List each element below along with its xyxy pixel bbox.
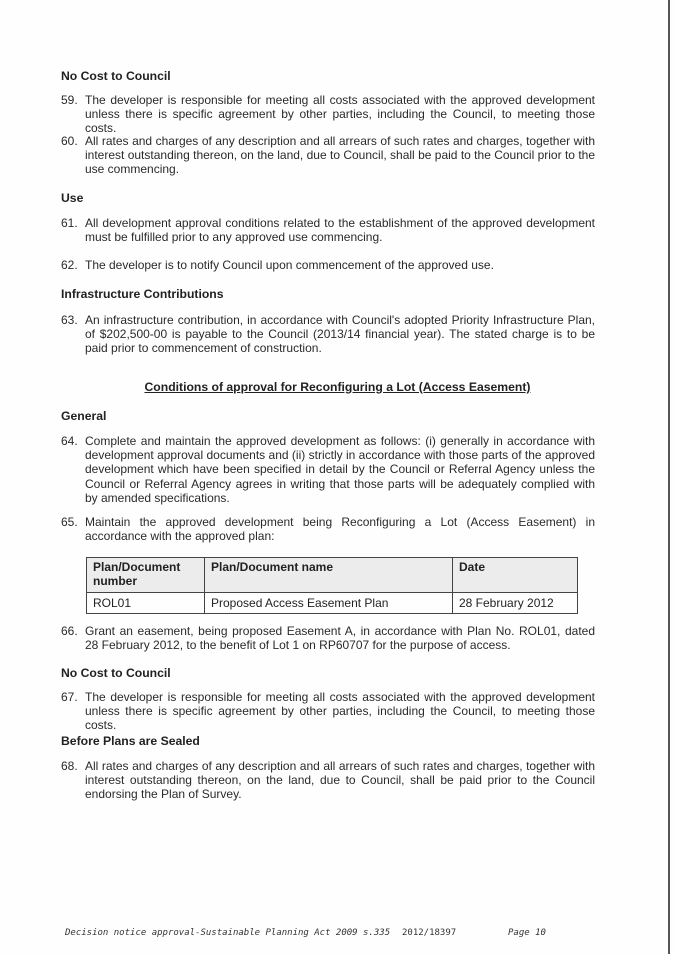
condition-number: 63. bbox=[61, 313, 78, 327]
condition-text: All development approval conditions related to the establishment of the approved development must be fulfilled prior to any approved use commencing. bbox=[85, 216, 595, 245]
condition-67 bbox=[61, 690, 595, 733]
footer-reference: 2012/18397 bbox=[402, 928, 457, 938]
footer-page-number: Page 10 bbox=[508, 928, 546, 938]
condition-66 bbox=[61, 624, 595, 652]
section-heading-no-cost: No Cost to Council bbox=[61, 69, 171, 83]
condition-68 bbox=[61, 759, 595, 802]
condition-64 bbox=[61, 434, 595, 505]
condition-text: Grant an easement, being proposed Easement A, in accordance with Plan No. ROL01, dated 28 February 2012, to the benefit of Lot 1 on RP60707 for the purpose of access. bbox=[85, 624, 595, 653]
plan-date-cell: 28 February 2012 bbox=[453, 593, 578, 614]
plan-name-cell: Proposed Access Easement Plan bbox=[205, 593, 453, 614]
condition-number: 65. bbox=[61, 515, 78, 529]
condition-number: 62. bbox=[61, 258, 78, 272]
condition-text: The developer is responsible for meeting all costs associated with the approved development unless there is specific agreement by other parties, including the Council, to meeting those costs. bbox=[85, 93, 595, 136]
condition-text: All rates and charges of any description and all arrears of such rates and charges, together with interest outstanding thereon, on the land, due to Council, shall be paid to the Council prior to the use commencing. bbox=[85, 134, 595, 177]
condition-61 bbox=[61, 216, 595, 244]
condition-text: Maintain the approved development being Reconfiguring a Lot (Access Easement) in accordance with the approved plan: bbox=[85, 515, 595, 544]
condition-text: The developer is to notify Council upon commencement of the approved use. bbox=[85, 258, 494, 272]
section-heading-use: Use bbox=[61, 191, 84, 205]
section-heading-no-cost-2: No Cost to Council bbox=[61, 666, 171, 680]
plan-number-cell: ROL01 bbox=[87, 593, 205, 614]
condition-59 bbox=[61, 93, 595, 136]
table-row bbox=[87, 593, 578, 614]
condition-60 bbox=[61, 134, 595, 177]
scan-edge-line bbox=[668, 0, 670, 954]
condition-text: Complete and maintain the approved development as follows: (i) generally in accordance with development approval documents and (ii) strictly in accordance with those parts of the approved development which have been specified in detail by the Council or Referral Agency unless the Council or Referral Agency agrees in writing that those parts will be adequately complied with by amended specifications. bbox=[85, 434, 595, 505]
column-header: Plan/Document name bbox=[205, 558, 453, 593]
condition-text: The developer is responsible for meeting all costs associated with the approved development unless there is specific agreement by other parties, including the Council, to meeting those costs. bbox=[85, 690, 595, 733]
approved-plans-table bbox=[86, 557, 578, 614]
condition-number: 59. bbox=[61, 93, 78, 107]
condition-number: 60. bbox=[61, 134, 78, 148]
section-heading-general: General bbox=[61, 409, 107, 423]
section-heading-infrastructure: Infrastructure Contributions bbox=[61, 287, 224, 301]
condition-62 bbox=[61, 258, 595, 272]
table-header-row bbox=[87, 558, 578, 593]
condition-text: An infrastructure contribution, in accordance with Council's adopted Priority Infrastructure Plan, of $202,500-00 is payable to the Council (2013/14 financial year). The stated charge is to be paid prior to commencement of construction. bbox=[85, 313, 595, 356]
column-header: Date bbox=[453, 558, 578, 593]
section-heading-before-plans-sealed: Before Plans are Sealed bbox=[61, 734, 200, 748]
condition-65 bbox=[61, 515, 595, 543]
condition-63 bbox=[61, 313, 595, 356]
condition-number: 68. bbox=[61, 759, 78, 773]
condition-number: 61. bbox=[61, 216, 78, 230]
condition-number: 67. bbox=[61, 690, 78, 704]
condition-number: 64. bbox=[61, 434, 78, 448]
column-header: Plan/Document number bbox=[87, 558, 205, 593]
condition-text: All rates and charges of any description and all arrears of such rates and charges, together with interest outstanding thereon, on the land, due to Council, shall be paid prior to the Council endorsing the Plan of Survey. bbox=[85, 759, 595, 802]
footer-document-title: Decision notice approval-Sustainable Planning Act 2009 s.335 bbox=[65, 928, 391, 938]
condition-number: 66. bbox=[61, 624, 78, 638]
reconfiguring-conditions-title: Conditions of approval for Reconfiguring a Lot (Access Easement) bbox=[144, 380, 531, 394]
